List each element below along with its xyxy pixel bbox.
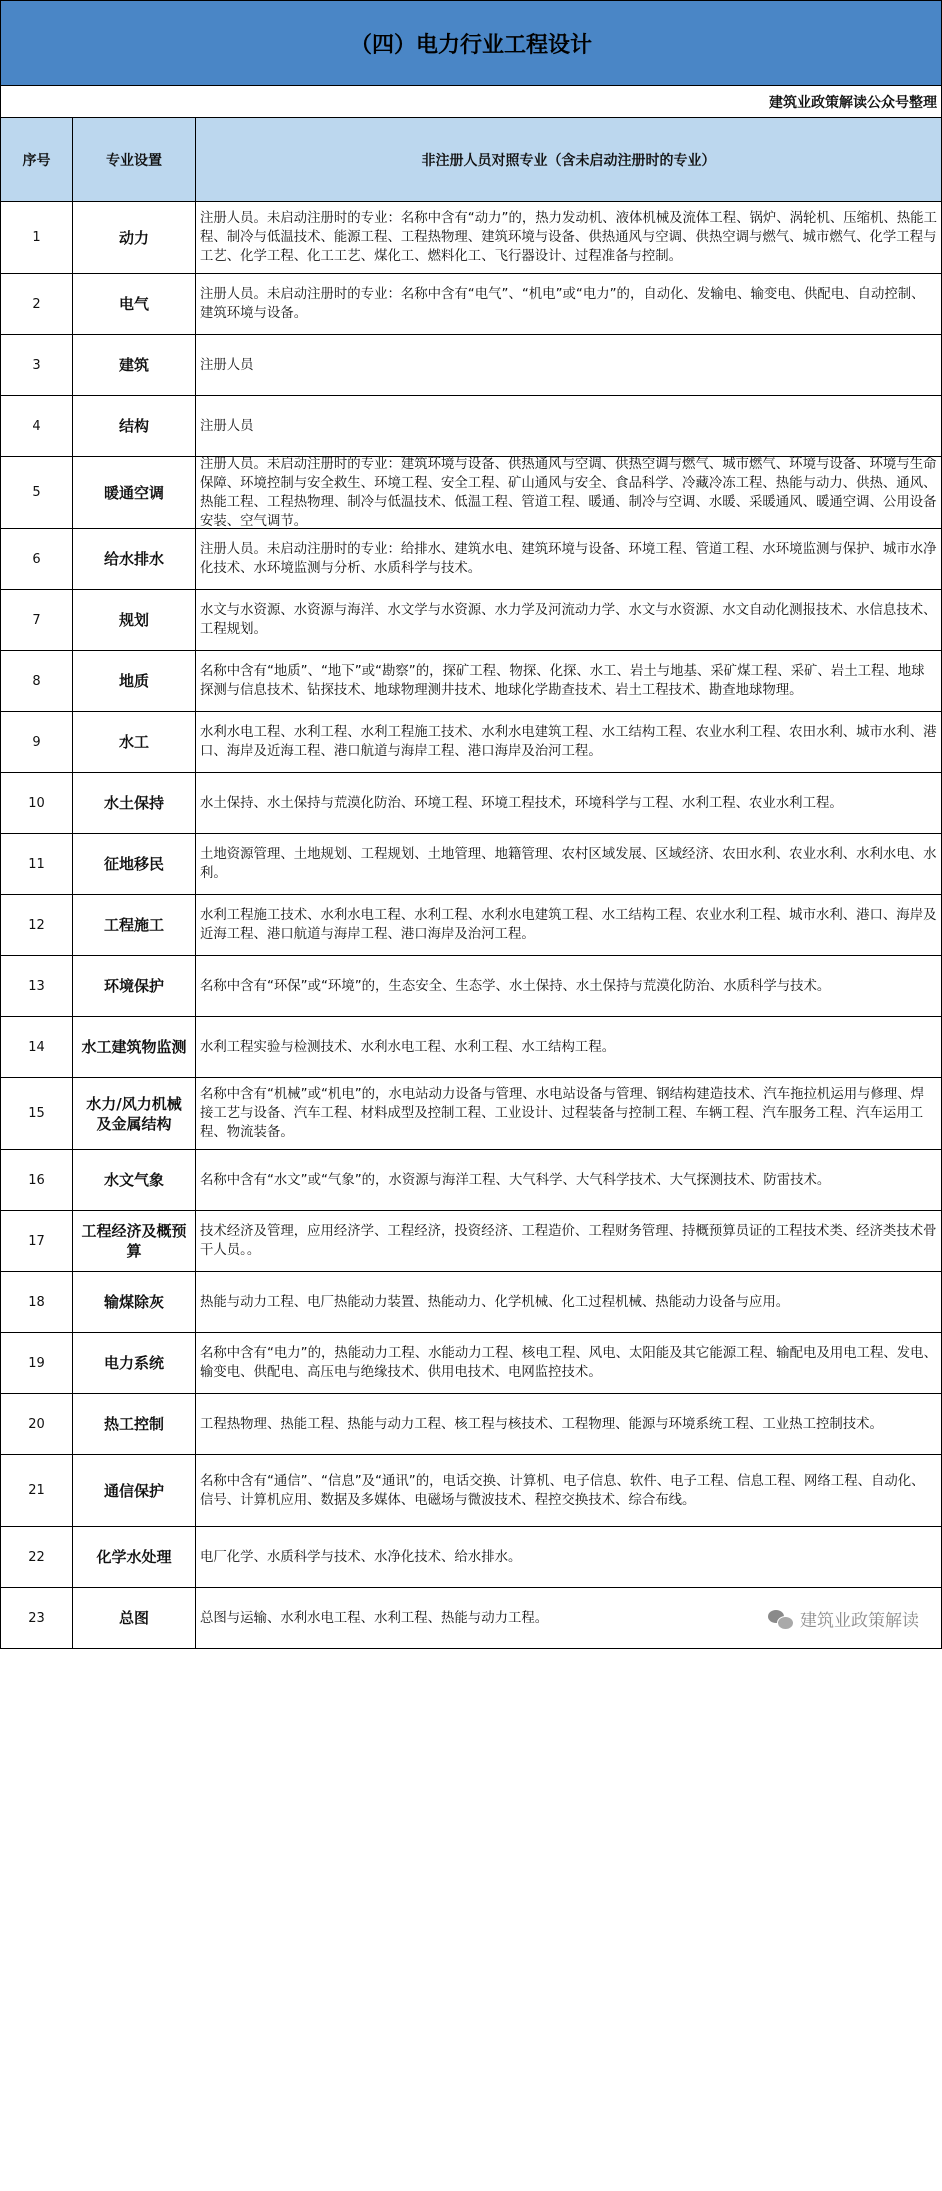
- row-mapping: 工程热物理、热能工程、热能与动力工程、核工程与核技术、工程物理、能源与环境系统工程、工业热工控制技术。: [200, 1416, 883, 1432]
- source-note: 建筑业政策解读公众号整理: [769, 94, 937, 111]
- row-specialty: 输煤除灰: [73, 1272, 196, 1332]
- row-number: 15: [1, 1078, 73, 1149]
- row-number: 2: [1, 274, 73, 334]
- row-mapping: 注册人员: [200, 357, 254, 373]
- page-title: （四）电力行业工程设计: [349, 32, 592, 58]
- table-header: [1, 118, 941, 202]
- row-mapping: 水利工程施工技术、水利水电工程、水利工程、水利水电建筑工程、水工结构工程、农业水利工程、城市水利、港口、海岸及近海工程、港口航道与海岸工程、港口海岸及治河工程。: [200, 908, 937, 942]
- header-no: 序号: [1, 118, 73, 201]
- row-specialty: 通信保护: [73, 1455, 196, 1526]
- row-mapping: 土地资源管理、土地规划、工程规划、土地管理、地籍管理、农村区域发展、区域经济、农田水利、农业水利、水利水电、水利。: [200, 847, 937, 881]
- table-row: [1, 1527, 941, 1588]
- row-number: 4: [1, 396, 73, 456]
- row-number: 19: [1, 1333, 73, 1393]
- row-specialty: 工程经济及概预算: [73, 1211, 196, 1271]
- table-row: [1, 651, 941, 712]
- header-mapping: 非注册人员对照专业（含未启动注册时的专业）: [421, 152, 716, 169]
- row-specialty: 总图: [73, 1588, 196, 1648]
- row-mapping: 注册人员: [200, 418, 254, 434]
- row-number: 23: [1, 1588, 73, 1648]
- row-specialty: 规划: [73, 590, 196, 650]
- row-number: 13: [1, 956, 73, 1016]
- table-row: [1, 773, 941, 834]
- row-mapping: 水利水电工程、水利工程、水利工程施工技术、水利水电建筑工程、水工结构工程、农业水利工程、农田水利、城市水利、港口、海岸及近海工程、港口航道与海岸工程、港口海岸及治河工程。: [200, 725, 937, 759]
- table-row: [1, 1150, 941, 1211]
- table-row: [1, 956, 941, 1017]
- row-number: 9: [1, 712, 73, 772]
- table-row: [1, 457, 941, 529]
- row-mapping: 名称中含有“地质”、“地下”或“勘察”的，探矿工程、物探、化探、水工、岩土与地基、采矿煤工程、采矿、岩土工程、地球探测与信息技术、钻探技术、地球物理测井技术、地球化学勘查技术、岩土工程技术、勘查地球物理。: [200, 664, 925, 698]
- table-row: [1, 1078, 941, 1150]
- row-number: 11: [1, 834, 73, 894]
- title-bar: [1, 0, 941, 86]
- row-mapping: 技术经济及管理，应用经济学、工程经济，投资经济、工程造价、工程财务管理、持概预算员证的工程技术类、经济类技术骨干人员。。: [200, 1224, 937, 1258]
- row-specialty: 电力系统: [73, 1333, 196, 1393]
- row-specialty: 给水排水: [73, 529, 196, 589]
- row-number: 22: [1, 1527, 73, 1587]
- row-mapping: 注册人员。未启动注册时的专业：建筑环境与设备、供热通风与空调、供热空调与燃气、城市燃气、环境与设备、环境与生命保障、环境控制与安全救生、环境工程、安全工程、矿山通风与安全、食品科学、冷藏冷冻工程、热能与动力、供热、通风、热能工程、工程热物理、制冷与低温技术、低温工程、管道工程、暖通、制冷与空调、水暖、采暖通风、暖通空调、公用设备安装、空气调节。: [200, 456, 937, 529]
- table-row: [1, 712, 941, 773]
- row-mapping: 水文与水资源、水资源与海洋、水文学与水资源、水力学及河流动力学、水文与水资源、水文自动化测报技术、水信息技术、工程规划。: [200, 603, 937, 637]
- row-specialty: 工程施工: [73, 895, 196, 955]
- row-number: 5: [1, 457, 73, 528]
- row-number: 3: [1, 335, 73, 395]
- header-specialty: 专业设置: [73, 118, 196, 201]
- row-number: 12: [1, 895, 73, 955]
- row-specialty: 建筑: [73, 335, 196, 395]
- row-specialty: 水工: [73, 712, 196, 772]
- table-row: [1, 590, 941, 651]
- row-number: 8: [1, 651, 73, 711]
- table-row: [1, 1272, 941, 1333]
- row-mapping: 总图与运输、水利水电工程、水利工程、热能与动力工程。: [200, 1610, 549, 1626]
- source-bar: [1, 86, 941, 118]
- table-row: [1, 1333, 941, 1394]
- table-row: [1, 1211, 941, 1272]
- row-mapping: 电厂化学、水质科学与技术、水净化技术、给水排水。: [200, 1549, 522, 1565]
- row-specialty: 热工控制: [73, 1394, 196, 1454]
- row-mapping: 注册人员。未启动注册时的专业：名称中含有“电气”、“机电”或“电力”的，自动化、发输电、输变电、供配电、自动控制、建筑环境与设备。: [200, 287, 925, 321]
- table-row: [1, 834, 941, 895]
- row-number: 17: [1, 1211, 73, 1271]
- watermark-text: 建筑业政策解读: [800, 1611, 919, 1631]
- table-row: [1, 1394, 941, 1455]
- wechat-icon: [768, 1608, 794, 1630]
- row-number: 16: [1, 1150, 73, 1210]
- row-specialty: 动力: [73, 202, 196, 273]
- row-number: 21: [1, 1455, 73, 1526]
- row-mapping: 名称中含有“环保”或“环境”的，生态安全、生态学、水土保持、水土保持与荒漠化防治、水质科学与技术。: [200, 978, 831, 994]
- row-specialty: 地质: [73, 651, 196, 711]
- table-row: [1, 895, 941, 956]
- row-specialty: 结构: [73, 396, 196, 456]
- table-row: [1, 274, 941, 335]
- row-mapping: 水土保持、水土保持与荒漠化防治、环境工程、环境工程技术，环境科学与工程、水利工程、农业水利工程。: [200, 795, 843, 811]
- row-number: 1: [1, 202, 73, 273]
- row-mapping: 水利工程实验与检测技术、水利水电工程、水利工程、水工结构工程。: [200, 1039, 616, 1055]
- row-specialty: 化学水处理: [73, 1527, 196, 1587]
- row-number: 6: [1, 529, 73, 589]
- row-mapping: 名称中含有“水文”或“气象”的，水资源与海洋工程、大气科学、大气科学技术、大气探测技术、防雷技术。: [200, 1172, 831, 1188]
- row-specialty: 水力/风力机械及金属结构: [73, 1078, 196, 1149]
- row-specialty: 征地移民: [73, 834, 196, 894]
- row-specialty: 水文气象: [73, 1150, 196, 1210]
- watermark: [768, 1606, 919, 1631]
- row-mapping: 名称中含有“机械”或“机电”的，水电站动力设备与管理、水电站设备与管理、钢结构建造技术、汽车拖拉机运用与修理、焊接工艺与设备、汽车工程、材料成型及控制工程、工业设计、过程装备与控制工程、车辆工程、汽车服务工程、汽车运用工程、物流装备。: [200, 1087, 925, 1140]
- table-row: [1, 335, 941, 396]
- row-mapping: 名称中含有“电力”的，热能动力工程、水能动力工程、核电工程、风电、太阳能及其它能源工程、输配电及用电工程、发电、输变电、供配电、高压电与绝缘技术、供用电技术、电网监控技术。: [200, 1346, 937, 1380]
- row-mapping: 热能与动力工程、电厂热能动力装置、热能动力、化学机械、化工过程机械、热能动力设备与应用。: [200, 1294, 790, 1310]
- table-row: [1, 202, 941, 274]
- table-row: [1, 396, 941, 457]
- row-number: 14: [1, 1017, 73, 1077]
- table-row: [1, 1017, 941, 1078]
- row-specialty: 电气: [73, 274, 196, 334]
- row-mapping: 注册人员。未启动注册时的专业：给排水、建筑水电、建筑环境与设备、环境工程、管道工程、水环境监测与保护、城市水净化技术、水环境监测与分析、水质科学与技术。: [200, 542, 937, 576]
- row-number: 10: [1, 773, 73, 833]
- row-specialty: 环境保护: [73, 956, 196, 1016]
- table-row: [1, 529, 941, 590]
- row-mapping: 名称中含有“通信”、“信息”及“通讯”的，电话交换、计算机、电子信息、软件、电子工程、信息工程、网络工程、自动化、信号、计算机应用、数据及多媒体、电磁场与微波技术、程控交换技术、综合布线。: [200, 1473, 925, 1508]
- row-number: 20: [1, 1394, 73, 1454]
- row-specialty: 水工建筑物监测: [73, 1017, 196, 1077]
- row-number: 7: [1, 590, 73, 650]
- row-mapping: 注册人员。未启动注册时的专业：名称中含有“动力”的，热力发动机、液体机械及流体工程、锅炉、涡轮机、压缩机、热能工程、制冷与低温技术、能源工程、工程热物理、建筑环境与设备、供热通风与空调、供热空调与燃气、城市燃气、化学工程与工艺、化学工程、化工工艺、煤化工、燃料化工、飞行器设计、过程准备与控制。: [200, 211, 937, 264]
- row-specialty: 暖通空调: [73, 457, 196, 528]
- table-row: [1, 1455, 941, 1527]
- row-number: 18: [1, 1272, 73, 1332]
- row-specialty: 水土保持: [73, 773, 196, 833]
- table-body: [1, 202, 941, 1649]
